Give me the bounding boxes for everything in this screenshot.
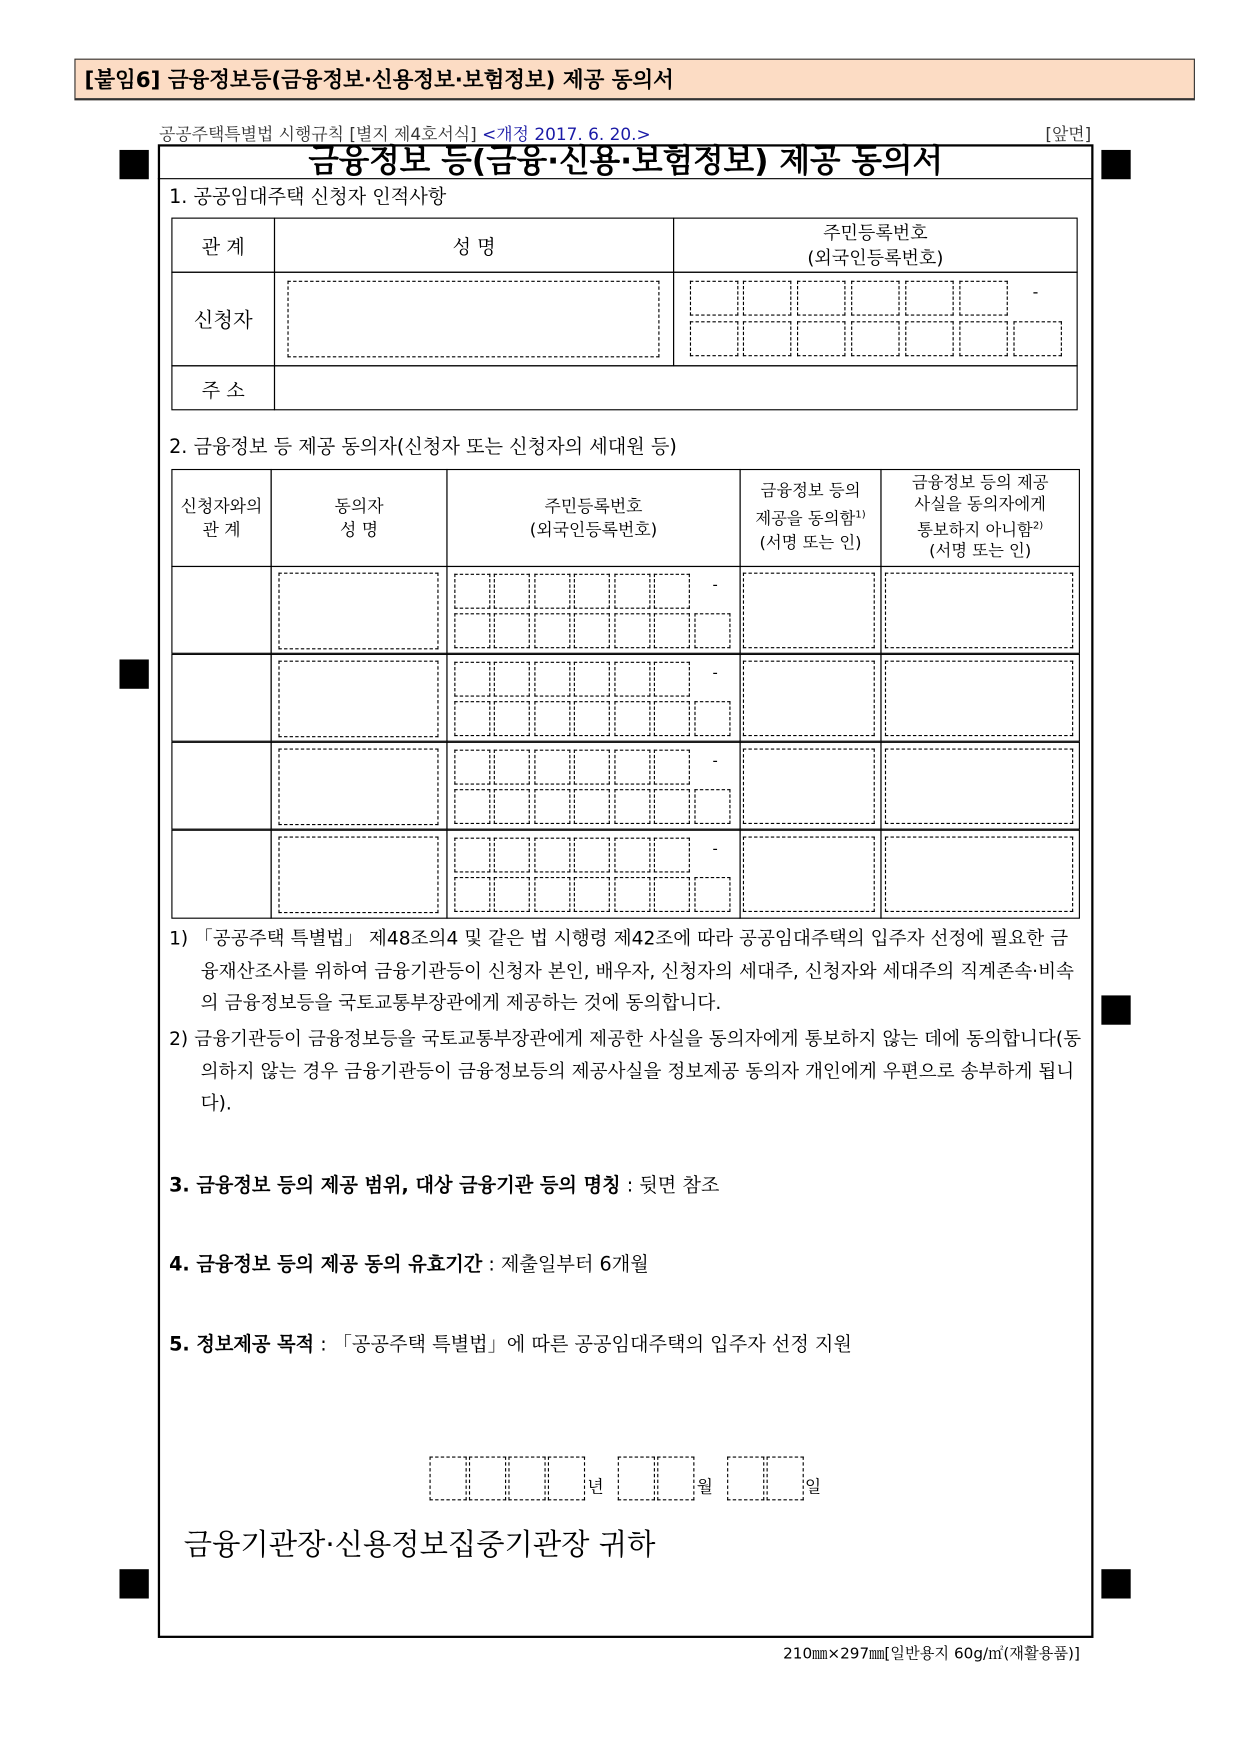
id-digit-box[interactable] — [454, 838, 490, 873]
id-digit-box[interactable] — [654, 613, 690, 648]
id-digit-box[interactable] — [694, 613, 730, 648]
id-digit-box[interactable] — [959, 281, 1007, 316]
label: 성 명 — [340, 519, 379, 540]
id-digit-box[interactable] — [574, 789, 610, 824]
registration-mark — [1101, 995, 1130, 1024]
id-digit-box[interactable] — [614, 613, 650, 648]
col-relation: 관 계 — [171, 218, 275, 273]
id-digit-box[interactable] — [534, 789, 570, 824]
date-digit-box[interactable] — [767, 1456, 804, 1500]
col-consent — [740, 469, 882, 567]
col-name — [271, 469, 448, 567]
registration-mark — [119, 1569, 148, 1598]
id-digit-box[interactable] — [574, 613, 610, 648]
id-dash: - — [712, 577, 718, 595]
footnote-ref: 2) — [1032, 520, 1044, 532]
id-digit-box[interactable] — [454, 877, 490, 912]
section1-heading: 1. 공공임대주택 신청자 인적사항 — [169, 186, 447, 209]
id-dash: - — [1032, 284, 1039, 303]
id-digit-box[interactable] — [851, 281, 899, 316]
row-applicant: 신청자 — [171, 272, 275, 367]
id-digit-box[interactable] — [494, 838, 530, 873]
id-digit-box[interactable] — [534, 574, 570, 609]
registration-mark — [1101, 1569, 1130, 1598]
id-digit-box[interactable] — [494, 701, 530, 736]
section4 — [169, 1248, 649, 1276]
row-address: 주 소 — [171, 365, 275, 410]
id-digit-box[interactable] — [454, 613, 490, 648]
label: 동의자 — [334, 495, 384, 516]
col-id-sublabel: (외국인등록번호) — [807, 246, 944, 268]
col-id — [673, 218, 1078, 273]
id-digit-box[interactable] — [454, 750, 490, 785]
id-digit-box[interactable] — [494, 750, 530, 785]
id-digit-box[interactable] — [654, 789, 690, 824]
id-digit-box[interactable] — [494, 877, 530, 912]
id-digit-box[interactable] — [654, 701, 690, 736]
id-digit-box[interactable] — [690, 281, 738, 316]
date-digit-box[interactable] — [508, 1456, 545, 1500]
id-digit-box[interactable] — [494, 662, 530, 697]
id-digit-box[interactable] — [1013, 321, 1061, 356]
id-digit-box[interactable] — [905, 321, 953, 356]
section5-value: : 「공공주택 특별법」에 따른 공공임대주택의 입주자 선정 지원 — [314, 1333, 852, 1357]
id-digit-box[interactable] — [494, 574, 530, 609]
year-label: 년 — [587, 1476, 604, 1498]
address-input[interactable] — [274, 365, 1078, 410]
label: 통보하지 아니함 — [917, 521, 1033, 540]
id-digit-box[interactable] — [797, 321, 845, 356]
month-label: 월 — [696, 1476, 714, 1498]
section3 — [169, 1169, 719, 1197]
id-dash: - — [712, 665, 718, 683]
consenter-name-input[interactable] — [278, 573, 438, 650]
consent-signature-input[interactable] — [743, 661, 875, 737]
date-digit-box[interactable] — [548, 1456, 585, 1500]
registration-mark — [119, 659, 148, 688]
id-digit-box[interactable] — [614, 662, 650, 697]
id-digit-box[interactable] — [574, 838, 610, 873]
id-digit-box[interactable] — [534, 613, 570, 648]
date-digit-box[interactable] — [618, 1456, 655, 1500]
col-id — [446, 469, 740, 567]
date-digit-box[interactable] — [657, 1456, 694, 1500]
id-digit-box[interactable] — [614, 789, 650, 824]
section3-value: : 뒷면 참조 — [620, 1174, 720, 1198]
label: 주민등록번호 — [544, 495, 643, 516]
id-digit-box[interactable] — [654, 662, 690, 697]
consent-signature-input[interactable] — [743, 749, 875, 825]
id-digit-box[interactable] — [454, 662, 490, 697]
note-2 — [169, 1024, 1084, 1120]
date-digit-box[interactable] — [469, 1456, 506, 1500]
id-digit-box[interactable] — [654, 838, 690, 873]
label: (서명 또는 인) — [759, 534, 862, 553]
note-1-text: 1) 「공공주택 특별법」 제48조의4 및 같은 법 시행령 제42조에 따라 공공임대주택의 입주자 선정에 필요한 금융재산조사를 위하여 금융기관등이 신청자 본인, 배우자, 신청자의 세대주, 신청자와 세대주의 직계존속·비속의 금융정보등을 국토교통부장관에게 제공하는 것에 동의합니다. — [169, 927, 1075, 1014]
relation-cell[interactable] — [171, 742, 271, 830]
id-digit-box[interactable] — [614, 877, 650, 912]
id-digit-box[interactable] — [743, 281, 791, 316]
section3-label: 3. 금융정보 등의 제공 범위, 대상 금융기관 등의 명칭 — [169, 1174, 621, 1198]
form-reference-text: 공공주택특별법 시행규칙 [별지 제4호서식] — [158, 124, 477, 145]
id-digit-box[interactable] — [534, 701, 570, 736]
day-label: 일 — [804, 1476, 822, 1498]
paper-spec: 210㎜×297㎜[일반용지 60g/㎡(재활용품)] — [783, 1644, 1080, 1663]
revision-date: <개정 2017. 6. 20.> — [482, 124, 651, 145]
label: 사실을 동의자에게 — [914, 495, 1046, 514]
section4-label: 4. 금융정보 등의 제공 동의 유효기간 — [169, 1253, 483, 1277]
id-digit-box[interactable] — [654, 574, 690, 609]
section5 — [169, 1328, 852, 1356]
consenter-name-input[interactable] — [278, 661, 438, 738]
relation-cell[interactable] — [171, 566, 271, 654]
section5-label: 5. 정보제공 목적 — [169, 1333, 315, 1357]
addressee: 금융기관장·신용정보집중기관장 귀하 — [183, 1528, 656, 1563]
notify-signature-input[interactable] — [885, 573, 1073, 649]
id-digit-box[interactable] — [534, 838, 570, 873]
notify-signature-input[interactable] — [885, 661, 1073, 737]
id-digit-box[interactable] — [454, 574, 490, 609]
id-digit-box[interactable] — [494, 789, 530, 824]
id-digit-box[interactable] — [494, 613, 530, 648]
col-relation — [171, 469, 271, 567]
date-digit-box[interactable] — [727, 1456, 764, 1500]
page-side: [앞면] — [1045, 124, 1092, 145]
label — [917, 516, 1043, 542]
section2-heading: 2. 금융정보 등 제공 동의자(신청자 또는 신청자의 세대원 등) — [169, 436, 677, 459]
form-title: 금융정보 등(금융·신용·보험정보) 제공 동의서 — [158, 144, 1094, 179]
consent-signature-input[interactable] — [743, 836, 875, 912]
id-digit-box[interactable] — [454, 789, 490, 824]
relation-cell[interactable] — [171, 830, 271, 919]
id-digit-box[interactable] — [959, 321, 1007, 356]
id-digit-box[interactable] — [574, 750, 610, 785]
date-digit-box[interactable] — [430, 1456, 467, 1500]
label — [755, 504, 865, 532]
id-digit-box[interactable] — [574, 877, 610, 912]
id-digit-box[interactable] — [743, 321, 791, 356]
id-digit-box[interactable] — [614, 701, 650, 736]
label: 관 계 — [202, 519, 241, 540]
consenter-name-input[interactable] — [278, 749, 438, 826]
id-digit-box[interactable] — [905, 281, 953, 316]
label: 금융정보 등의 제공 — [911, 474, 1049, 493]
notify-signature-input[interactable] — [885, 749, 1073, 825]
id-digit-box[interactable] — [797, 281, 845, 316]
section4-value: : 제출일부터 6개월 — [482, 1253, 649, 1277]
id-digit-box[interactable] — [694, 789, 730, 824]
label: 신청자와의 — [180, 495, 263, 516]
id-dash: - — [712, 840, 718, 858]
id-digit-box[interactable] — [454, 701, 490, 736]
consent-signature-input[interactable] — [743, 573, 875, 649]
id-digit-box[interactable] — [574, 701, 610, 736]
id-dash: - — [712, 753, 718, 770]
col-notify — [880, 469, 1080, 567]
id-digit-box[interactable] — [694, 877, 730, 912]
consenter-name-input[interactable] — [278, 836, 438, 913]
id-digit-box[interactable] — [694, 701, 730, 736]
id-digit-box[interactable] — [654, 877, 690, 912]
id-digit-box[interactable] — [851, 321, 899, 356]
id-digit-box[interactable] — [614, 750, 650, 785]
id-digit-box[interactable] — [574, 662, 610, 697]
footnote-ref: 1) — [855, 509, 866, 521]
label: (서명 또는 인) — [929, 542, 1032, 561]
registration-mark — [1101, 150, 1130, 179]
id-digit-box[interactable] — [614, 838, 650, 873]
id-digit-box[interactable] — [534, 750, 570, 785]
col-id-label: 주민등록번호 — [823, 221, 928, 243]
applicant-name-input[interactable] — [287, 281, 659, 358]
registration-mark — [119, 150, 148, 179]
note-1 — [169, 923, 1084, 1019]
id-digit-box[interactable] — [574, 574, 610, 609]
id-digit-box[interactable] — [654, 750, 690, 785]
attachment-banner: [붙임6] 금융정보등(금융정보·신용정보·보험정보) 제공 동의서 — [74, 59, 1195, 101]
label: 금융정보 등의 — [760, 482, 861, 501]
col-name: 성 명 — [274, 218, 674, 273]
id-digit-box[interactable] — [690, 321, 738, 356]
relation-cell[interactable] — [171, 654, 271, 742]
id-digit-box[interactable] — [614, 574, 650, 609]
note-2-text: 2) 금융기관등이 금융정보등을 국토교통부장관에게 제공한 사실을 동의자에게 통보하지 않는 데에 동의합니다(동의하지 않는 경우 금융기관등이 금융정보등의 제공사실을 정보제공 동의자 개인에게 우편으로 송부하게 됩니다). — [169, 1028, 1082, 1114]
id-digit-box[interactable] — [534, 877, 570, 912]
label: (외국인등록번호) — [529, 519, 658, 540]
label: 제공을 동의함 — [755, 510, 856, 529]
id-digit-box[interactable] — [534, 662, 570, 697]
notify-signature-input[interactable] — [885, 836, 1073, 912]
